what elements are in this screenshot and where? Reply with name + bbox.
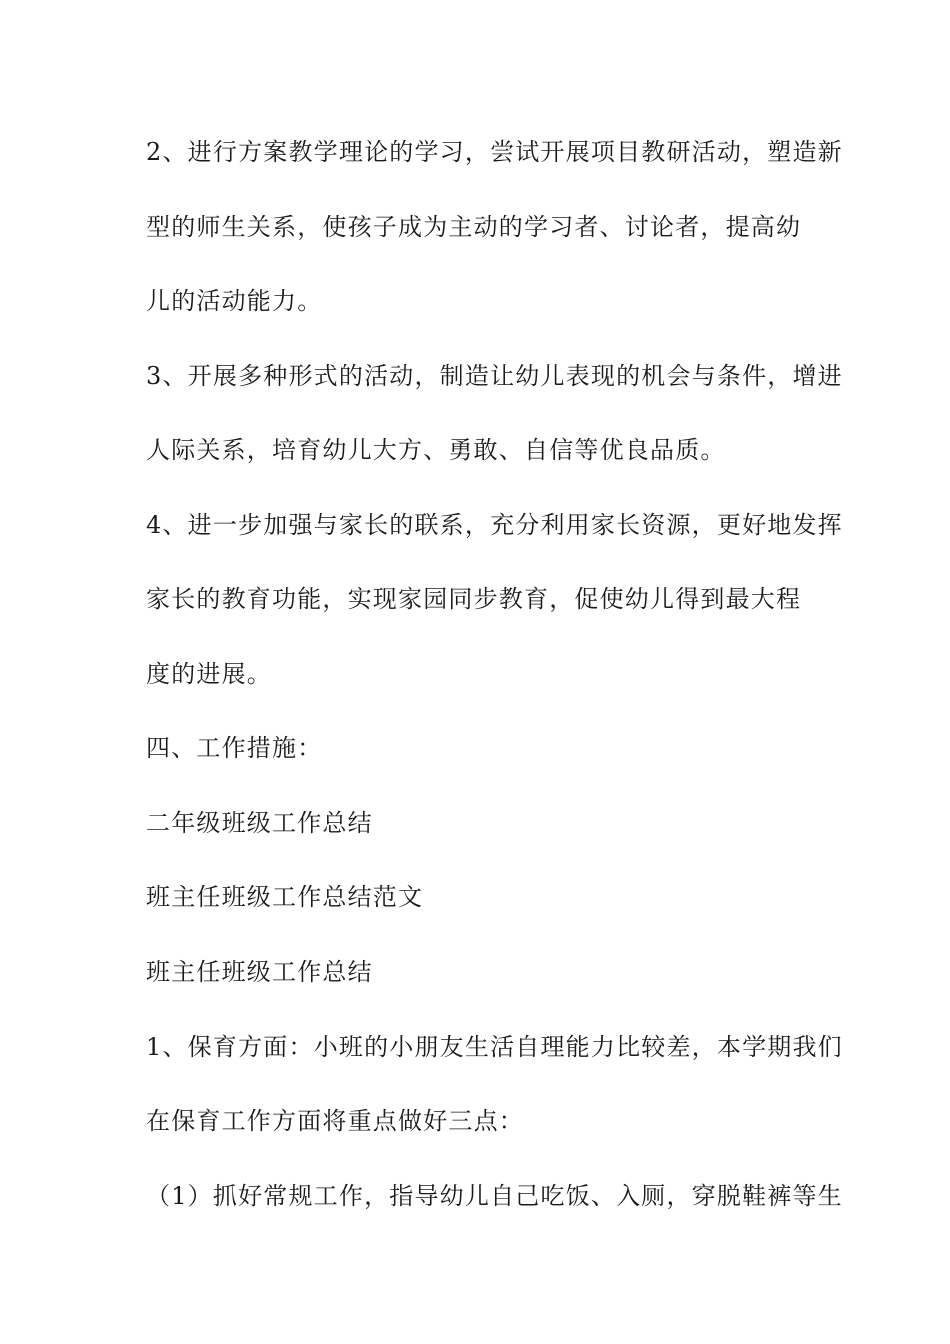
title-line: 班主任班级工作总结: [146, 958, 373, 986]
paragraph-line: 4、进一步加强与家长的联系，充分利用家长资源，更好地发挥: [146, 511, 843, 539]
paragraph-line: 3、开展多种形式的活动，制造让幼儿表现的机会与条件，增进: [146, 362, 843, 390]
paragraph-line: 1、保育方面：小班的小朋友生活自理能力比较差，本学期我们: [146, 1033, 843, 1061]
paragraph-line: 型的师生关系，使孩子成为主动的学习者、讨论者，提高幼: [146, 213, 802, 241]
paragraph-line: 在保育工作方面将重点做好三点：: [146, 1107, 524, 1135]
paragraph-line: 2、进行方案教学理论的学习，尝试开展项目教研活动，塑造新: [146, 138, 843, 166]
paragraph-line: （1）抓好常规工作，指导幼儿自己吃饭、入厕，穿脱鞋裤等生: [146, 1182, 843, 1210]
title-line: 二年级班级工作总结: [146, 809, 373, 837]
paragraph-line: 儿的活动能力。: [146, 287, 323, 315]
section-heading: 四、工作措施：: [146, 734, 323, 762]
paragraph-line: 家长的教育功能，实现家园同步教育，促使幼儿得到最大程: [146, 585, 802, 613]
title-line: 班主任班级工作总结范文: [146, 883, 424, 911]
paragraph-line: 度的进展。: [146, 660, 272, 688]
paragraph-line: 人际关系，培育幼儿大方、勇敢、自信等优良品质。: [146, 436, 726, 464]
